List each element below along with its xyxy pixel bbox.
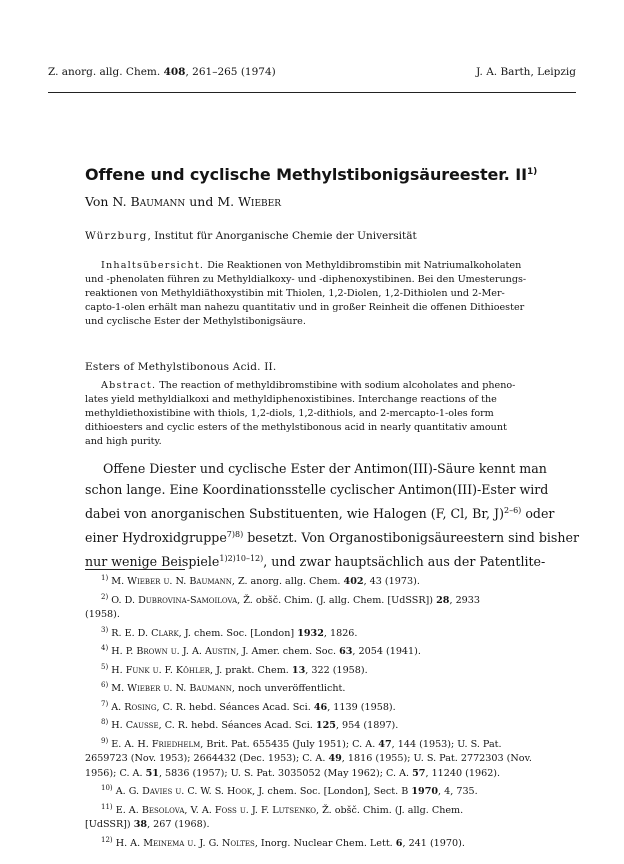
journal-citation: Z. anorg. allg. Chem. 408, 261–265 (1974) [48, 66, 276, 78]
abstract-label: Inhaltsübersicht. [101, 260, 205, 271]
footnote: $^{5)}$ H. Funk u. F. Köhler, J. prakt. Chem. 13, 322 (1958). [101, 662, 368, 676]
publisher: J. A. Barth, Leipzig [476, 66, 576, 78]
footnote: $^{9)}$ E. A. H. Friedhelm, Brit. Pat. 655435 (July 1951); C. A. 47, 144 (1953); U. S. Pat. [101, 736, 502, 750]
footnote: $^{7)}$ A. Rosing, C. R. hebd. Séances Acad. Sci. 46, 1139 (1958). [101, 699, 396, 713]
citation-ref: 1)2)10–12) [219, 554, 264, 563]
body-text: Offene Diester und cyclische Ester der Antimon(III)-Säure kennt man schon lange. Eine Koordinationsstelle cyclischer Antimon(III)-Ester wird dabei von anorganischen Substituenten, wie Halogen (F, Cl, Br, J)$^{2-6)}$ oder einer Hydroxidgruppe$^{7)8)}$ besetzt. Von Organostibonigsäureestern sind bisher nur wenige Beispiele$^{1)2)10-12)}$, und zwar hauptsächlich aus der Patentlite- [85, 461, 579, 569]
english-abstract: Abstract. The reaction of methyldibromstibine with sodium alcoholates and pheno- lates yield methyldialkoxi and methyldiphenoxistibines. Interchange reactions of the methyldiethoxistibine with thiols, 1,2-diols, 1,2-dithiols, and 2-mercapto-1-oles form dithioesters and cyclic esters of the methylstibonous acid in nearly quantitativ amount and high purity. [85, 380, 516, 447]
footnote-continuation: [UdSSR]) 38, 267 (1968). [85, 819, 210, 830]
english-title: Esters of Methylstibonous Acid. II. [85, 361, 277, 373]
abstract-label: Abstract. [101, 380, 157, 391]
german-abstract: Inhaltsübersicht. Die Reaktionen von Methyldibromstibin mit Natriumalkoholaten und -phenolaten führen zu Methyldialkoxy- und -diphenoxystibinen. Bei den Umesterungs- reaktionen von Methyldiäthoxystibin mit Thiolen, 1,2-Diolen, 1,2-Dithiolen und 2-Mer- capto-1-olen erhält man nahezu quantitativ und in großer Reinheit die offenen Dithioester und cyclische Ester der Methylstibonigsäure. [85, 260, 527, 327]
affiliation: Würzburg, Institut für Anorganische Chemie der Universität [85, 230, 417, 242]
footnote: $^{4)}$ H. P. Brown u. J. A. Austin, J. Amer. chem. Soc. 63, 2054 (1941). [101, 644, 421, 657]
citation-ref: 2–6) [504, 506, 522, 515]
author-name: Wieber [238, 194, 281, 209]
footnote: $^{12)}$ H. A. Meinema u. J. G. Noltes, Inorg. Nuclear Chem. Lett. 6, 241 (1970). [101, 835, 465, 849]
running-head [48, 66, 576, 79]
footnote: $^{10)}$ A. G. Davies u. C. W. S. Hook, J. chem. Soc. [London], Sect. B 1970, 4, 735. [101, 784, 478, 797]
citation-ref: 7)8) [226, 530, 244, 539]
article-title: Offene und cyclische Methylstibonigsäureester. II$^{1)}$ [85, 165, 538, 184]
footnote: $^{1)}$ M. Wieber u. N. Baumann, Z. anorg. allg. Chem. 402, 43 (1973). [101, 574, 420, 587]
header-rule [48, 92, 576, 93]
footnote: $^{6)}$ M. Wieber u. N. Baumann, noch unveröffentlicht. [101, 681, 346, 694]
footnote-continuation: (1958). [85, 609, 120, 620]
footnote: $^{8)}$ H. Causse, C. R. hebd. Séances Acad. Sci. 125, 954 (1897). [101, 718, 399, 731]
footnote: $^{3)}$ R. E. D. Clark, J. chem. Soc. [London] 1932, 1826. [101, 625, 358, 639]
footnote-continuation: 2659723 (Nov. 1953); 2664432 (Dec. 1953); C. A. 49, 1816 (1955); U. S. Pat. 2772303 (Nov. [85, 753, 532, 764]
footnote: $^{11)}$ E. A. Besolova, V. A. Foss u. J. F. Lutsenko, Ž. obšč. Chim. (J. allg. Chem. [101, 802, 464, 816]
author-name: Baumann [130, 194, 186, 209]
footnote-rule [85, 569, 185, 570]
title-footnote-ref: 1) [526, 167, 538, 177]
footnote: $^{2)}$ O. D. Dubrovina-Samoilova, Ž. obšč. Chim. (J. allg. Chem. [UdSSR]) 28, 2933 [101, 592, 480, 606]
authors-line: Von N. Baumann und M. Wieber [85, 194, 281, 209]
footnotes [85, 571, 532, 851]
footnote-continuation: 1956); C. A. 51, 5836 (1957); U. S. Pat. 3035052 (May 1962); C. A. 57, 11240 (1962). [85, 767, 501, 779]
